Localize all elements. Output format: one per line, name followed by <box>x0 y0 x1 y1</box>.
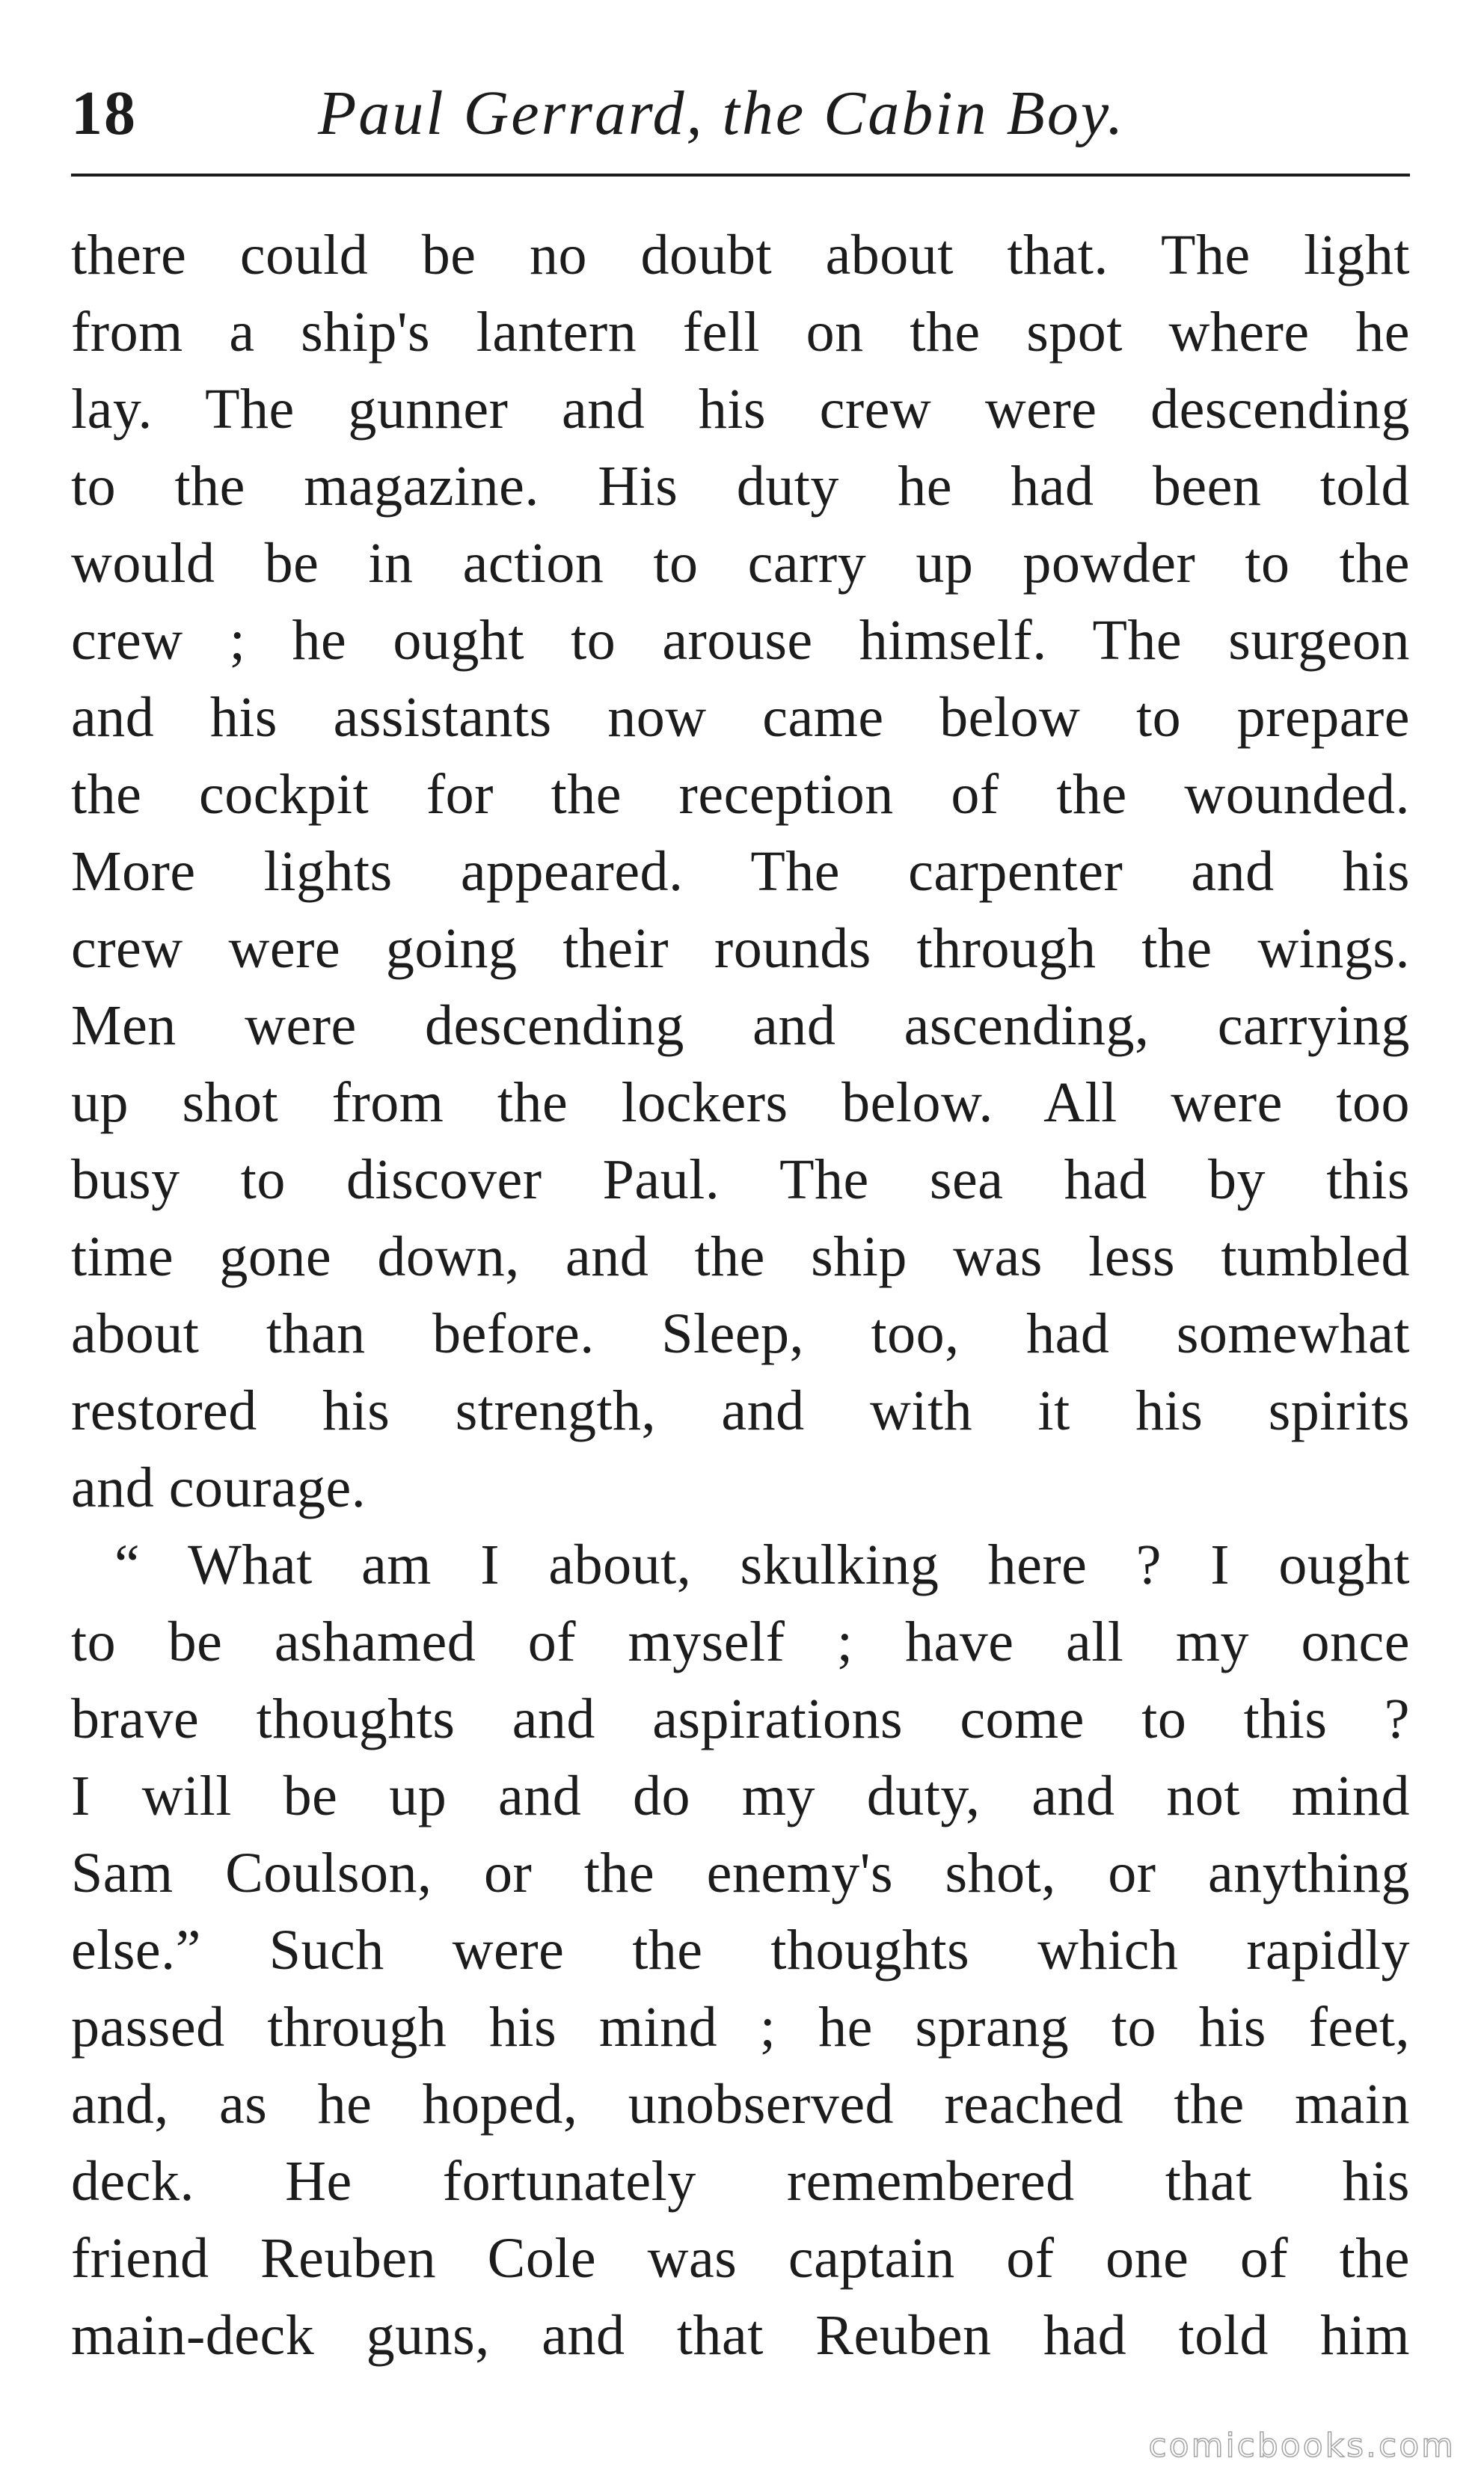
page-number: 18 <box>71 79 137 148</box>
text-line: More lights appeared. The carpenter and his <box>71 840 1410 903</box>
text-line: crew were going their rounds through the wings. <box>71 917 1410 980</box>
site-watermark: comicbooks.com <box>1148 2427 1456 2465</box>
running-head <box>71 69 1410 159</box>
text-line: the cockpit for the reception of the wounded. <box>71 763 1410 826</box>
text-line: I will be up and do my duty, and not mind <box>71 1765 1410 1827</box>
text-line: main-deck guns, and that Reuben had told him <box>71 2304 1410 2367</box>
text-line: brave thoughts and aspirations come to this ? <box>71 1688 1410 1750</box>
text-line: and, as he hoped, unobserved reached the main <box>71 2073 1410 2136</box>
text-line: Men were descending and ascending, carrying <box>71 994 1410 1057</box>
text-line: lay. The gunner and his crew were descending <box>71 378 1410 441</box>
text-line: crew ; he ought to arouse himself. The surgeon <box>71 609 1410 672</box>
text-line: restored his strength, and with it his spirits <box>71 1379 1410 1442</box>
text-line: to the magazine. His duty he had been told <box>71 455 1410 518</box>
text-line: time gone down, and the ship was less tumbled <box>71 1225 1410 1288</box>
text-line: and courage. <box>71 1456 367 1519</box>
text-line: would be in action to carry up powder to the <box>71 532 1410 595</box>
running-title: Paul Gerrard, the Cabin Boy. <box>318 79 1126 148</box>
text-line: Sam Coulson, or the enemy's shot, or anything <box>71 1842 1410 1905</box>
header-rule <box>71 174 1410 177</box>
paragraph-2 <box>71 1527 1410 2374</box>
text-line: about than before. Sleep, too, had somewhat <box>71 1302 1410 1365</box>
text-line: “ What am I about, skulking here ? I ought <box>114 1533 1410 1596</box>
text-line: to be ashamed of myself ; have all my once <box>71 1611 1410 1673</box>
body-text <box>71 217 1410 2374</box>
text-line: deck. He fortunately remembered that his <box>71 2150 1410 2213</box>
paragraph-1 <box>71 217 1410 1527</box>
text-line: friend Reuben Cole was captain of one of the <box>71 2227 1410 2290</box>
text-line: there could be no doubt about that. The light <box>71 224 1410 287</box>
text-line: and his assistants now came below to prepare <box>71 686 1410 749</box>
text-line: passed through his mind ; he sprang to his feet, <box>71 1996 1410 2059</box>
text-line: busy to discover Paul. The sea had by this <box>71 1148 1410 1211</box>
text-line: else.” Such were the thoughts which rapidly <box>71 1919 1410 1982</box>
text-line: up shot from the lockers below. All were too <box>71 1071 1410 1134</box>
text-line: from a ship's lantern fell on the spot where he <box>71 301 1410 364</box>
